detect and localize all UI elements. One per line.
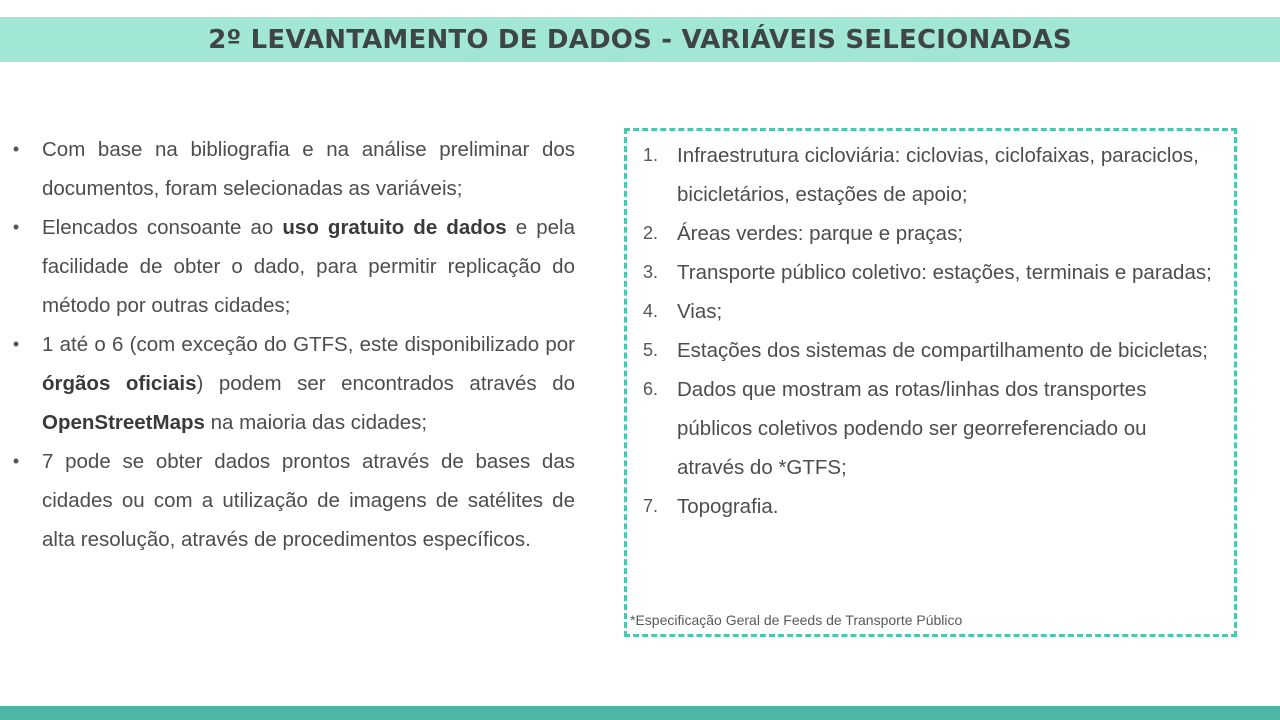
item-number: 4.	[643, 301, 659, 321]
bullet-text: Com base na bibliografia e na análise preliminar dos documentos, foram selecionadas as variáveis;	[42, 138, 575, 200]
list-item	[643, 292, 1218, 331]
bullet-marker: •	[12, 334, 20, 354]
item-text: Infraestrutura cicloviária: ciclovias, ciclofaixas, paraciclos, bicicletários, estações de apoio;	[677, 144, 1199, 206]
bottom-bar	[0, 706, 1280, 720]
bullet-marker: •	[12, 139, 20, 159]
bullet-text: 7 pode se obter dados prontos através de bases das cidades ou com a utilização de imagens de satélites de alta resolução, através de procedimentos específicos.	[42, 450, 575, 551]
bullet-item	[10, 325, 575, 442]
bullet-item	[10, 208, 575, 325]
bullet-list	[10, 130, 575, 559]
list-item	[643, 370, 1218, 487]
item-text: Áreas verdes: parque e praças;	[677, 222, 964, 245]
item-text: Vias;	[677, 300, 723, 323]
item-text: Dados que mostram as rotas/linhas dos transportes públicos coletivos podendo ser georreferenciado ou através do *GTFS;	[677, 378, 1147, 479]
bullet-item	[10, 442, 575, 559]
bullet-text-part: 1 até o 6 (com exceção do GTFS, este disponibilizado por	[42, 333, 575, 356]
list-item	[643, 253, 1218, 292]
bullet-text-part: ) podem ser encontrados através do	[196, 372, 575, 395]
title-bar	[0, 17, 1280, 62]
bullet-marker: •	[12, 217, 20, 237]
list-item	[643, 487, 1218, 526]
bullet-bold-text: órgãos oficiais	[42, 372, 197, 395]
item-number: 6.	[643, 379, 659, 399]
item-number: 1.	[643, 145, 659, 165]
item-number: 7.	[643, 496, 659, 516]
bullet-text-part: na maioria das cidades;	[204, 411, 428, 434]
item-text: Topografia.	[677, 495, 779, 518]
item-number: 2.	[643, 223, 659, 243]
item-number: 5.	[643, 340, 659, 360]
variables-list	[643, 136, 1218, 526]
list-item	[643, 136, 1218, 214]
item-number: 3.	[643, 262, 659, 282]
bullet-marker: •	[12, 451, 20, 471]
bullet-bold-text: OpenStreetMaps	[42, 411, 205, 434]
bullet-item	[10, 130, 575, 208]
list-item	[643, 214, 1218, 253]
bullet-bold-text: uso gratuito de dados	[282, 216, 507, 239]
list-item	[643, 331, 1218, 370]
item-text: Estações dos sistemas de compartilhamento de bicicletas;	[677, 339, 1208, 362]
bullet-text-part: e pela facilidade de obter o dado, para permitir replicação do método por outras cidades;	[42, 216, 575, 317]
page-title: 2º LEVANTAMENTO DE DADOS - VARIÁVEIS SELECIONADAS	[208, 24, 1072, 55]
bullet-text-part: Elencados consoante ao	[42, 216, 283, 239]
item-text: Transporte público coletivo: estações, terminais e paradas;	[677, 261, 1212, 284]
footnote: *Especificação Geral de Feeds de Transporte Público	[630, 612, 963, 628]
